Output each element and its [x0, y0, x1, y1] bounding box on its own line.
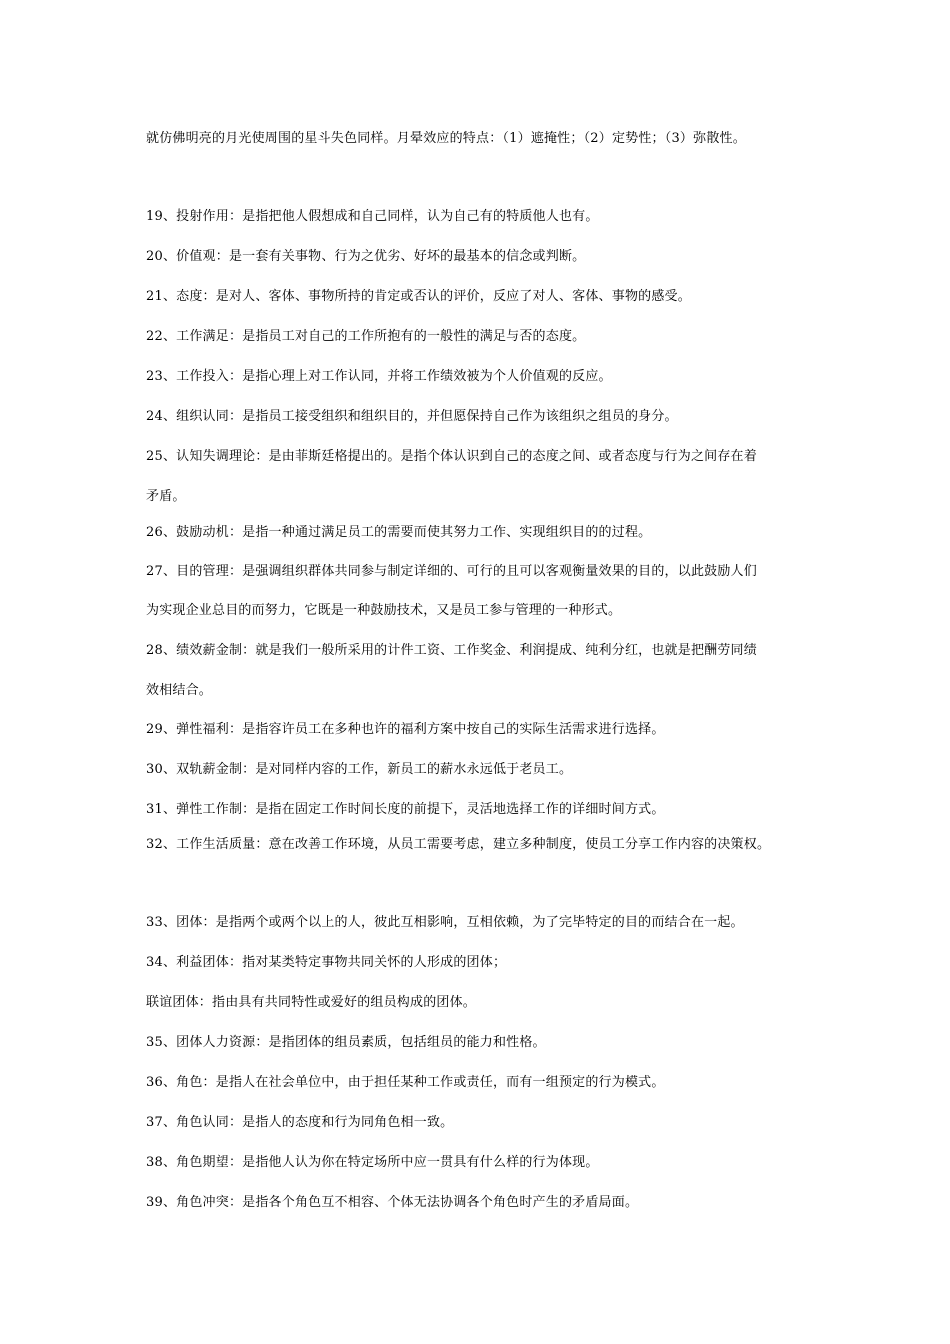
text-line: 35、团体人力资源：是指团体的组员素质，包括组员的能力和性格。 — [146, 1035, 546, 1050]
text-line: 19、投射作用：是指把他人假想成和自己同样，认为自己有的特质他人也有。 — [146, 209, 599, 224]
text-line: 26、鼓励动机：是指一种通过满足员工的需要而使其努力工作、实现组织目的的过程。 — [146, 525, 652, 540]
text-line: 30、双轨薪金制：是对同样内容的工作，新员工的薪水永远低于老员工。 — [146, 762, 573, 777]
text-line: 联谊团体：指由具有共同特性或爱好的组员构成的团体。 — [146, 995, 477, 1010]
text-line: 23、工作投入：是指心理上对工作认同，并将工作绩效被为个人价值观的反应。 — [146, 369, 612, 384]
text-line: 37、角色认同：是指人的态度和行为同角色相一致。 — [146, 1115, 454, 1130]
text-line: 21、态度：是对人、客体、事物所持的肯定或否认的评价，反应了对人、客体、事物的感受。 — [146, 289, 691, 304]
text-line: 为实现企业总目的而努力，它既是一种鼓励技术，又是员工参与管理的一种形式。 — [146, 603, 622, 618]
text-line: 32、工作生活质量：意在改善工作环境，从员工需要考虑，建立多种制度，使员工分享工作内容的决策权。 — [146, 837, 771, 852]
text-line: 28、绩效薪金制：就是我们一般所采用的计件工资、工作奖金、利润提成、纯利分红，也就是把酬劳同绩 — [146, 643, 757, 658]
text-line: 39、角色冲突：是指各个角色互不相容、个体无法协调各个角色时产生的矛盾局面。 — [146, 1195, 639, 1210]
text-line: 27、目的管理：是强调组织群体共同参与制定详细的、可行的且可以客观衡量效果的目的，以此鼓励人们 — [146, 564, 757, 579]
text-line: 33、团体：是指两个或两个以上的人，彼此互相影响，互相依赖，为了完毕特定的目的而结合在一起。 — [146, 915, 744, 930]
text-line: 38、角色期望：是指他人认为你在特定场所中应一贯具有什么样的行为体现。 — [146, 1155, 599, 1170]
text-line: 25、认知失调理论：是由菲斯廷格提出的。是指个体认识到自己的态度之间、或者态度与行为之间存在着 — [146, 449, 757, 464]
text-line: 24、组织认同：是指员工接受组织和组织目的，并但愿保持自己作为该组织之组员的身分。 — [146, 409, 678, 424]
text-line: 34、利益团体：指对某类特定事物共同关怀的人形成的团体； — [146, 955, 507, 970]
text-line: 36、角色：是指人在社会单位中，由于担任某种工作或责任，而有一组预定的行为模式。 — [146, 1075, 665, 1090]
text-line: 29、弹性福利：是指容许员工在多种也许的福利方案中按自己的实际生活需求进行选择。 — [146, 722, 665, 737]
text-line: 效相结合。 — [146, 683, 213, 698]
text-line: 就仿佛明亮的月光使周围的星斗失色同样。月晕效应的特点：（1）遮掩性；（2）定势性；（3）弥散性。 — [146, 131, 746, 146]
text-line: 矛盾。 — [146, 489, 186, 504]
text-line: 22、工作满足：是指员工对自己的工作所抱有的一般性的满足与否的态度。 — [146, 329, 586, 344]
text-line: 20、价值观：是一套有关事物、行为之优劣、好坏的最基本的信念或判断。 — [146, 249, 586, 264]
text-line: 31、弹性工作制：是指在固定工作时间长度的前提下，灵活地选择工作的详细时间方式。 — [146, 802, 665, 817]
